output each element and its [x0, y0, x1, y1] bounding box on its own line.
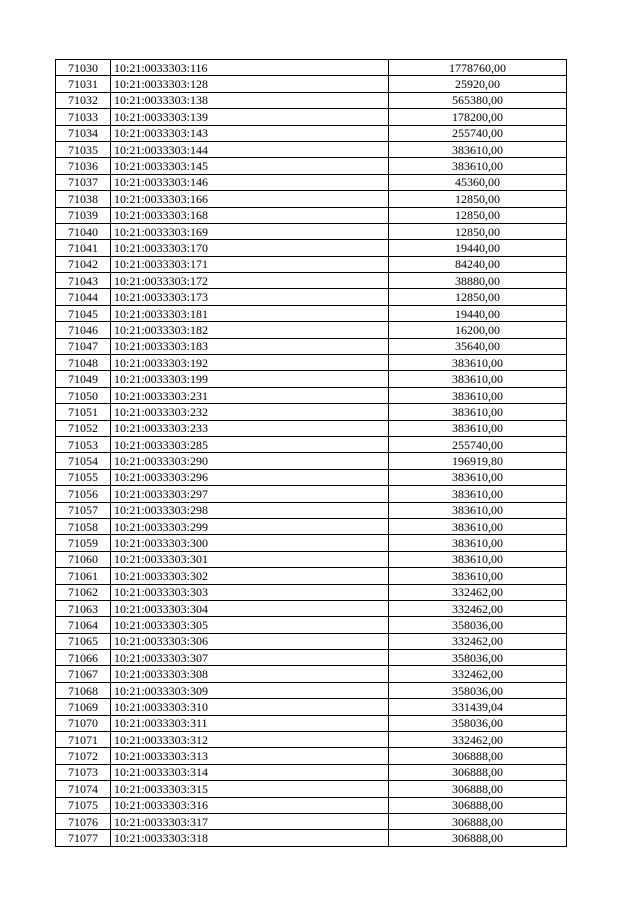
row-number-cell: 71051 — [56, 404, 111, 420]
row-number-cell: 71064 — [56, 617, 111, 633]
row-number-cell: 71039 — [56, 207, 111, 223]
table-row — [56, 273, 567, 289]
cadastral-number-cell: 10:21:0033303:233 — [111, 420, 389, 436]
value-cell: 383610,00 — [389, 141, 567, 157]
table-row — [56, 633, 567, 649]
cadastral-number-cell: 10:21:0033303:316 — [111, 797, 389, 813]
value-cell: 16200,00 — [389, 322, 567, 338]
table-row — [56, 502, 567, 518]
cadastral-number-cell: 10:21:0033303:314 — [111, 764, 389, 780]
row-number-cell: 71060 — [56, 551, 111, 567]
table-row — [56, 141, 567, 157]
row-number-cell: 71069 — [56, 699, 111, 715]
row-number-cell: 71053 — [56, 436, 111, 452]
value-cell: 84240,00 — [389, 256, 567, 272]
cadastral-number-cell: 10:21:0033303:146 — [111, 174, 389, 190]
value-cell: 45360,00 — [389, 174, 567, 190]
table-row — [56, 174, 567, 190]
cadastral-number-cell: 10:21:0033303:170 — [111, 240, 389, 256]
value-cell: 565380,00 — [389, 92, 567, 108]
row-number-cell: 71043 — [56, 273, 111, 289]
value-cell: 383610,00 — [389, 551, 567, 567]
value-cell: 383610,00 — [389, 387, 567, 403]
table-row — [56, 486, 567, 502]
value-cell: 19440,00 — [389, 305, 567, 321]
row-number-cell: 71040 — [56, 223, 111, 239]
cadastral-number-cell: 10:21:0033303:296 — [111, 469, 389, 485]
cadastral-number-cell: 10:21:0033303:309 — [111, 682, 389, 698]
row-number-cell: 71030 — [56, 60, 111, 76]
value-cell: 331439,04 — [389, 699, 567, 715]
value-cell: 383610,00 — [389, 404, 567, 420]
row-number-cell: 71067 — [56, 666, 111, 682]
cadastral-number-cell: 10:21:0033303:298 — [111, 502, 389, 518]
row-number-cell: 71052 — [56, 420, 111, 436]
cadastral-number-cell: 10:21:0033303:199 — [111, 371, 389, 387]
value-cell: 358036,00 — [389, 682, 567, 698]
cadastral-number-cell: 10:21:0033303:311 — [111, 715, 389, 731]
row-number-cell: 71072 — [56, 748, 111, 764]
value-cell: 306888,00 — [389, 764, 567, 780]
table-row — [56, 158, 567, 174]
cadastral-number-cell: 10:21:0033303:143 — [111, 125, 389, 141]
table-row — [56, 436, 567, 452]
cadastral-number-cell: 10:21:0033303:169 — [111, 223, 389, 239]
cadastral-number-cell: 10:21:0033303:171 — [111, 256, 389, 272]
table-row — [56, 584, 567, 600]
cadastral-number-cell: 10:21:0033303:300 — [111, 535, 389, 551]
value-cell: 383610,00 — [389, 469, 567, 485]
value-cell: 358036,00 — [389, 715, 567, 731]
row-number-cell: 71045 — [56, 305, 111, 321]
value-cell: 35640,00 — [389, 338, 567, 354]
value-cell: 383610,00 — [389, 420, 567, 436]
row-number-cell: 71036 — [56, 158, 111, 174]
table-body — [56, 60, 567, 847]
table-row — [56, 650, 567, 666]
cadastral-number-cell: 10:21:0033303:231 — [111, 387, 389, 403]
table-row — [56, 60, 567, 76]
value-cell: 19440,00 — [389, 240, 567, 256]
value-cell: 332462,00 — [389, 633, 567, 649]
cadastral-number-cell: 10:21:0033303:232 — [111, 404, 389, 420]
cadastral-value-table — [55, 59, 567, 847]
table-row — [56, 338, 567, 354]
table-row — [56, 764, 567, 780]
table-row — [56, 797, 567, 813]
table-row — [56, 191, 567, 207]
cadastral-number-cell: 10:21:0033303:145 — [111, 158, 389, 174]
value-cell: 358036,00 — [389, 617, 567, 633]
table-row — [56, 518, 567, 534]
cadastral-number-cell: 10:21:0033303:173 — [111, 289, 389, 305]
value-cell: 38880,00 — [389, 273, 567, 289]
value-cell: 332462,00 — [389, 600, 567, 616]
table-row — [56, 715, 567, 731]
table-row — [56, 813, 567, 829]
cadastral-number-cell: 10:21:0033303:181 — [111, 305, 389, 321]
table-row — [56, 699, 567, 715]
row-number-cell: 71034 — [56, 125, 111, 141]
row-number-cell: 71066 — [56, 650, 111, 666]
cadastral-number-cell: 10:21:0033303:168 — [111, 207, 389, 223]
table-row — [56, 355, 567, 371]
value-cell: 255740,00 — [389, 436, 567, 452]
value-cell: 306888,00 — [389, 830, 567, 846]
cadastral-number-cell: 10:21:0033303:307 — [111, 650, 389, 666]
table-row — [56, 109, 567, 125]
value-cell: 383610,00 — [389, 518, 567, 534]
table-row — [56, 223, 567, 239]
row-number-cell: 71065 — [56, 633, 111, 649]
cadastral-number-cell: 10:21:0033303:183 — [111, 338, 389, 354]
table-row — [56, 600, 567, 616]
value-cell: 332462,00 — [389, 666, 567, 682]
value-cell: 306888,00 — [389, 797, 567, 813]
cadastral-number-cell: 10:21:0033303:308 — [111, 666, 389, 682]
cadastral-number-cell: 10:21:0033303:318 — [111, 830, 389, 846]
row-number-cell: 71041 — [56, 240, 111, 256]
value-cell: 12850,00 — [389, 191, 567, 207]
cadastral-number-cell: 10:21:0033303:312 — [111, 732, 389, 748]
document-page — [55, 59, 566, 847]
cadastral-number-cell: 10:21:0033303:304 — [111, 600, 389, 616]
row-number-cell: 71056 — [56, 486, 111, 502]
table-row — [56, 207, 567, 223]
table-row — [56, 830, 567, 846]
value-cell: 358036,00 — [389, 650, 567, 666]
row-number-cell: 71050 — [56, 387, 111, 403]
row-number-cell: 71046 — [56, 322, 111, 338]
table-row — [56, 568, 567, 584]
cadastral-number-cell: 10:21:0033303:128 — [111, 76, 389, 92]
table-row — [56, 305, 567, 321]
table-row — [56, 92, 567, 108]
row-number-cell: 71068 — [56, 682, 111, 698]
row-number-cell: 71038 — [56, 191, 111, 207]
value-cell: 383610,00 — [389, 486, 567, 502]
cadastral-number-cell: 10:21:0033303:139 — [111, 109, 389, 125]
cadastral-number-cell: 10:21:0033303:305 — [111, 617, 389, 633]
table-row — [56, 289, 567, 305]
table-row — [56, 453, 567, 469]
table-row — [56, 682, 567, 698]
table-row — [56, 469, 567, 485]
row-number-cell: 71058 — [56, 518, 111, 534]
cadastral-number-cell: 10:21:0033303:290 — [111, 453, 389, 469]
value-cell: 383610,00 — [389, 158, 567, 174]
value-cell: 12850,00 — [389, 223, 567, 239]
cadastral-number-cell: 10:21:0033303:299 — [111, 518, 389, 534]
value-cell: 332462,00 — [389, 584, 567, 600]
table-row — [56, 125, 567, 141]
table-row — [56, 371, 567, 387]
row-number-cell: 71075 — [56, 797, 111, 813]
cadastral-number-cell: 10:21:0033303:303 — [111, 584, 389, 600]
value-cell: 306888,00 — [389, 813, 567, 829]
cadastral-number-cell: 10:21:0033303:172 — [111, 273, 389, 289]
cadastral-number-cell: 10:21:0033303:166 — [111, 191, 389, 207]
cadastral-number-cell: 10:21:0033303:297 — [111, 486, 389, 502]
value-cell: 255740,00 — [389, 125, 567, 141]
row-number-cell: 71054 — [56, 453, 111, 469]
cadastral-number-cell: 10:21:0033303:315 — [111, 781, 389, 797]
cadastral-number-cell: 10:21:0033303:182 — [111, 322, 389, 338]
cadastral-number-cell: 10:21:0033303:116 — [111, 60, 389, 76]
row-number-cell: 71074 — [56, 781, 111, 797]
value-cell: 383610,00 — [389, 568, 567, 584]
value-cell: 383610,00 — [389, 535, 567, 551]
table-row — [56, 256, 567, 272]
table-row — [56, 387, 567, 403]
table-row — [56, 404, 567, 420]
value-cell: 1778760,00 — [389, 60, 567, 76]
row-number-cell: 71073 — [56, 764, 111, 780]
row-number-cell: 71061 — [56, 568, 111, 584]
cadastral-number-cell: 10:21:0033303:302 — [111, 568, 389, 584]
cadastral-number-cell: 10:21:0033303:310 — [111, 699, 389, 715]
row-number-cell: 71076 — [56, 813, 111, 829]
table-row — [56, 781, 567, 797]
cadastral-number-cell: 10:21:0033303:313 — [111, 748, 389, 764]
cadastral-number-cell: 10:21:0033303:317 — [111, 813, 389, 829]
table-row — [56, 76, 567, 92]
value-cell: 25920,00 — [389, 76, 567, 92]
table-row — [56, 240, 567, 256]
cadastral-number-cell: 10:21:0033303:306 — [111, 633, 389, 649]
table-row — [56, 666, 567, 682]
value-cell: 383610,00 — [389, 371, 567, 387]
row-number-cell: 71048 — [56, 355, 111, 371]
row-number-cell: 71032 — [56, 92, 111, 108]
value-cell: 178200,00 — [389, 109, 567, 125]
value-cell: 383610,00 — [389, 355, 567, 371]
row-number-cell: 71071 — [56, 732, 111, 748]
value-cell: 12850,00 — [389, 207, 567, 223]
row-number-cell: 71033 — [56, 109, 111, 125]
cadastral-number-cell: 10:21:0033303:192 — [111, 355, 389, 371]
table-row — [56, 551, 567, 567]
table-row — [56, 420, 567, 436]
cadastral-number-cell: 10:21:0033303:301 — [111, 551, 389, 567]
table-row — [56, 535, 567, 551]
row-number-cell: 71063 — [56, 600, 111, 616]
cadastral-number-cell: 10:21:0033303:144 — [111, 141, 389, 157]
row-number-cell: 71070 — [56, 715, 111, 731]
table-row — [56, 748, 567, 764]
table-row — [56, 322, 567, 338]
row-number-cell: 71037 — [56, 174, 111, 190]
row-number-cell: 71047 — [56, 338, 111, 354]
row-number-cell: 71031 — [56, 76, 111, 92]
value-cell: 12850,00 — [389, 289, 567, 305]
cadastral-number-cell: 10:21:0033303:138 — [111, 92, 389, 108]
row-number-cell: 71062 — [56, 584, 111, 600]
value-cell: 306888,00 — [389, 781, 567, 797]
value-cell: 332462,00 — [389, 732, 567, 748]
value-cell: 196919,80 — [389, 453, 567, 469]
row-number-cell: 71042 — [56, 256, 111, 272]
table-row — [56, 732, 567, 748]
cadastral-number-cell: 10:21:0033303:285 — [111, 436, 389, 452]
row-number-cell: 71059 — [56, 535, 111, 551]
row-number-cell: 71044 — [56, 289, 111, 305]
value-cell: 306888,00 — [389, 748, 567, 764]
row-number-cell: 71035 — [56, 141, 111, 157]
row-number-cell: 71057 — [56, 502, 111, 518]
table-row — [56, 617, 567, 633]
row-number-cell: 71077 — [56, 830, 111, 846]
row-number-cell: 71055 — [56, 469, 111, 485]
value-cell: 383610,00 — [389, 502, 567, 518]
row-number-cell: 71049 — [56, 371, 111, 387]
